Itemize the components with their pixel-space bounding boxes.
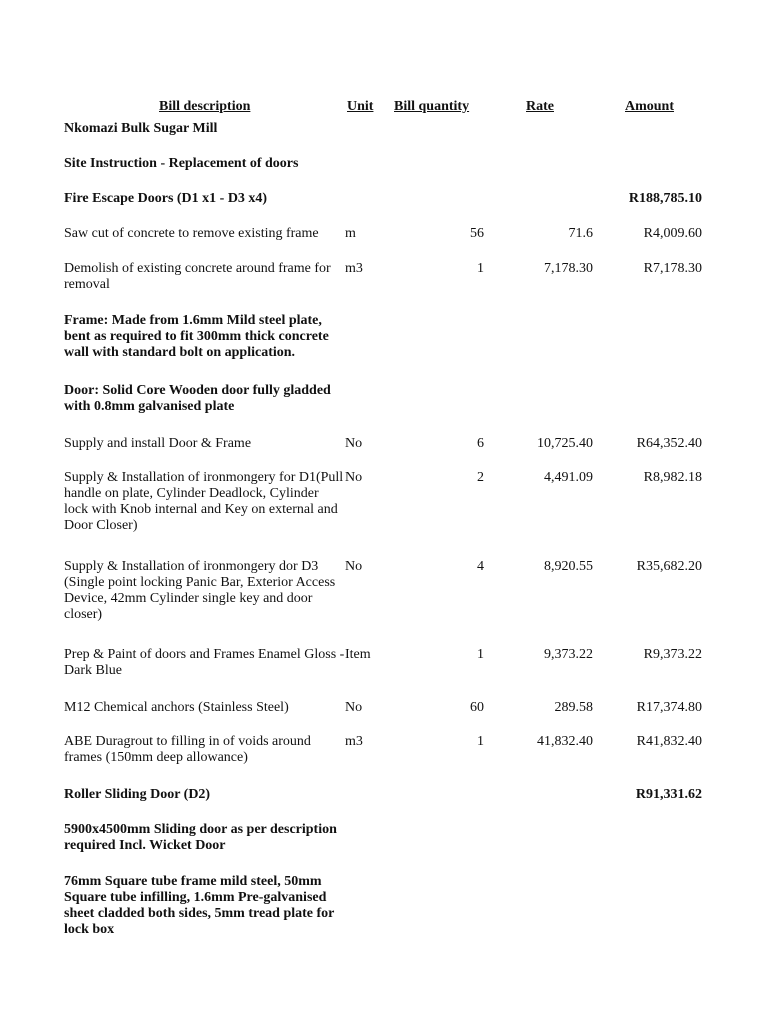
- item-description: Saw cut of concrete to remove existing frame: [64, 226, 319, 241]
- project-title: Nkomazi Bulk Sugar Mill: [64, 121, 218, 136]
- item-description: Roller Sliding Door (D2): [64, 787, 211, 802]
- item-description: Demolish of existing concrete around frame for removal: [64, 261, 331, 292]
- item-description: 5900x4500mm Sliding door as per description required Incl. Wicket Door: [64, 822, 337, 853]
- item-unit: No: [345, 559, 363, 574]
- item-description: ABE Duragrout to filling in of voids around frames (150mm deep allowance): [64, 734, 311, 765]
- item-quantity: 1: [477, 647, 484, 662]
- item-description: Supply and install Door & Frame: [64, 436, 252, 451]
- item-rate: 71.6: [568, 226, 593, 241]
- header-bill-quantity: Bill quantity: [394, 99, 470, 114]
- item-quantity: 2: [477, 470, 484, 485]
- item-unit: m3: [345, 734, 363, 749]
- header-bill-description: Bill description: [159, 99, 251, 114]
- item-unit: m: [345, 226, 356, 241]
- header-unit: Unit: [347, 99, 374, 114]
- item-quantity: 1: [477, 734, 484, 749]
- item-unit: No: [345, 700, 363, 715]
- item-description: Supply & Installation of ironmongery for D1(Pull handle on plate, Cylinder Deadlock, Cylinder lock with Knob internal and Key on external and Door Closer): [64, 470, 344, 533]
- instruction-title: Site Instruction - Replacement of doors: [64, 156, 299, 171]
- item-unit: No: [345, 470, 363, 485]
- item-description: Frame: Made from 1.6mm Mild steel plate, bent as required to fit 300mm thick concrete wall with standard bolt on application.: [64, 313, 329, 360]
- item-rate: 10,725.40: [537, 436, 593, 451]
- item-amount: R91,331.62: [635, 787, 702, 802]
- item-description: Supply & Installation of ironmongery dor D3 (Single point locking Panic Bar, Exterior Access Device, 42mm Cylinder single key and door closer): [64, 559, 336, 622]
- item-description: M12 Chemical anchors (Stainless Steel): [64, 700, 289, 715]
- item-amount: R188,785.10: [628, 191, 702, 206]
- item-quantity: 60: [470, 700, 484, 715]
- item-amount: R64,352.40: [636, 436, 702, 451]
- item-amount: R41,832.40: [636, 734, 702, 749]
- item-amount: R7,178.30: [643, 261, 702, 276]
- item-description: 76mm Square tube frame mild steel, 50mm Square tube infilling, 1.6mm Pre-galvanised sheet cladded both sides, 5mm tread plate for lock box: [64, 874, 335, 937]
- item-amount: R4,009.60: [643, 226, 702, 241]
- item-amount: R9,373.22: [643, 647, 702, 662]
- item-description: Fire Escape Doors (D1 x1 - D3 x4): [64, 191, 268, 206]
- item-rate: 7,178.30: [544, 261, 593, 276]
- header-rate: Rate: [526, 99, 554, 114]
- item-unit: m3: [345, 261, 363, 276]
- item-amount: R35,682.20: [636, 559, 702, 574]
- header-amount: Amount: [625, 99, 675, 114]
- item-rate: 289.58: [554, 700, 593, 715]
- item-rate: 9,373.22: [544, 647, 593, 662]
- item-quantity: 4: [477, 559, 484, 574]
- item-unit: Item: [345, 647, 371, 662]
- item-quantity: 56: [470, 226, 484, 241]
- item-amount: R8,982.18: [643, 470, 702, 485]
- item-amount: R17,374.80: [636, 700, 702, 715]
- item-rate: 41,832.40: [537, 734, 593, 749]
- item-rate: 8,920.55: [544, 559, 593, 574]
- item-rate: 4,491.09: [544, 470, 593, 485]
- item-description: Door: Solid Core Wooden door fully gladded with 0.8mm galvanised plate: [64, 383, 331, 414]
- item-quantity: 1: [477, 261, 484, 276]
- item-unit: No: [345, 436, 363, 451]
- item-quantity: 6: [477, 436, 484, 451]
- item-description: Prep & Paint of doors and Frames Enamel Gloss - Dark Blue: [64, 647, 345, 678]
